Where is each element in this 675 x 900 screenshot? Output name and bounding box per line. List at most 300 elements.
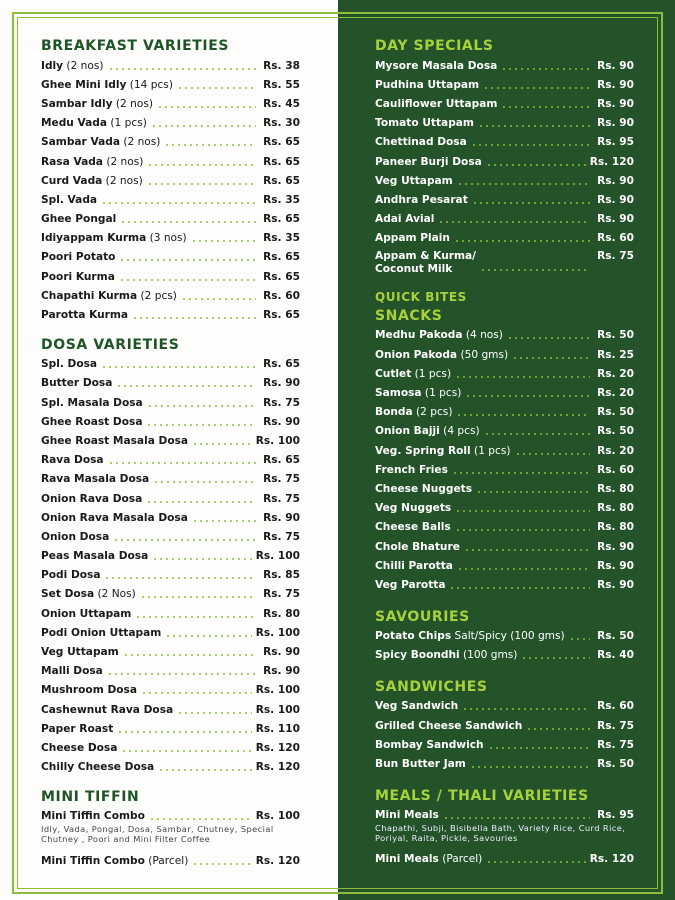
- menu-item-name: Spl. Masala Dosa: [41, 396, 143, 409]
- menu-item-name: Mysore Masala Dosa: [375, 59, 498, 72]
- menu-item-price: Rs. 120: [255, 741, 300, 754]
- menu-item-price: Rs. 65: [263, 136, 300, 149]
- menu-item-name-wrap: [41, 358, 97, 370]
- menu-item-name: Paneer Burji Dosa: [375, 155, 482, 168]
- menu-item-price: Rs. 90: [597, 117, 634, 130]
- dot-leader: [471, 144, 590, 146]
- menu-item-name: Podi Dosa: [41, 569, 101, 582]
- menu-item-qty: (14 pcs): [126, 78, 173, 91]
- dot-leader: [107, 673, 256, 675]
- menu-item-price: Rs. 110: [255, 722, 300, 735]
- menu-item: [375, 479, 634, 498]
- menu-item: [375, 114, 634, 133]
- menu-item: [375, 190, 634, 209]
- menu-item: [375, 646, 634, 665]
- menu-item: [41, 547, 300, 566]
- menu-item: [375, 345, 634, 364]
- menu-item-price: Rs. 35: [263, 193, 300, 206]
- dot-leader: [472, 202, 590, 204]
- menu-item-price: Rs. 75: [263, 588, 300, 601]
- menu-item-price: Rs. 45: [263, 97, 300, 110]
- menu-item-name-wrap: [375, 60, 497, 72]
- section-heading-dosa-varieties: DOSA VARIETIES: [41, 336, 180, 353]
- dot-leader: [483, 87, 590, 89]
- menu-item-price: Rs. 20: [597, 387, 634, 400]
- menu-item-name-wrap: [41, 175, 143, 187]
- dot-leader: [478, 125, 590, 127]
- menu-item: [41, 508, 300, 527]
- menu-item-qty: (100 gms): [459, 649, 518, 662]
- menu-item: [41, 56, 300, 75]
- menu-item: [41, 412, 300, 431]
- menu-item-price: Rs. 35: [263, 232, 300, 245]
- dot-leader: [165, 635, 251, 637]
- menu-item-name: Poori Potato: [41, 251, 116, 264]
- dot-leader: [119, 259, 256, 261]
- menu-item-name-wrap: [41, 646, 119, 658]
- menu-item: [41, 642, 300, 661]
- dot-leader: [149, 818, 252, 820]
- section-heading-breakfast-varieties: BREAKFAST VARIETIES: [41, 38, 230, 54]
- menu-item-name: Parotta Kurma: [41, 309, 129, 322]
- menu-item: [375, 229, 634, 248]
- menu-item-price: Rs. 100: [255, 703, 300, 716]
- menu-item-name-wrap: [41, 493, 142, 505]
- menu-item-name: Ghee Pongal: [41, 213, 117, 226]
- dot-leader: [507, 337, 590, 339]
- menu-item-name: Veg Parotta: [375, 578, 446, 591]
- dot-leader: [470, 766, 590, 768]
- menu-item: [375, 152, 634, 171]
- menu-item-qty: (4 pcs): [439, 425, 480, 438]
- dot-leader: [480, 269, 590, 271]
- menu-item-price: Rs. 100: [255, 626, 300, 639]
- dot-leader: [443, 817, 590, 819]
- dot-leader: [476, 491, 590, 493]
- menu-item-name-wrap: [41, 136, 160, 148]
- menu-item-name-wrap: [41, 251, 115, 263]
- dot-leader: [151, 125, 256, 127]
- dot-leader: [177, 712, 252, 714]
- menu-item-price: Rs. 65: [263, 454, 300, 467]
- menu-item-name-wrap: [375, 809, 439, 821]
- menu-item: [375, 499, 634, 518]
- dot-leader: [526, 728, 590, 730]
- menu-item: [41, 662, 300, 681]
- menu-item: [375, 441, 634, 460]
- menu-item-qty: (3 nos): [146, 232, 187, 245]
- menu-item-name: Podi Onion Uttapam: [41, 626, 162, 639]
- menu-item-name-wrap: [41, 416, 142, 428]
- menu-item-name-wrap: [375, 425, 480, 437]
- menu-item: [41, 305, 300, 324]
- dot-leader: [181, 298, 256, 300]
- menu-item: [41, 604, 300, 623]
- menu-item-price: Rs. 95: [597, 809, 634, 822]
- dot-leader: [449, 587, 590, 589]
- menu-item-qty: (2 Nos): [94, 588, 136, 601]
- menu-item-name: Ghee Roast Dosa: [41, 415, 143, 428]
- menu-item-name-wrap: [375, 79, 479, 91]
- menu-item-price: Rs. 90: [597, 97, 634, 110]
- menu-item-name: Chilly Cheese Dosa: [41, 761, 155, 774]
- menu-item-price: Rs. 90: [597, 59, 634, 72]
- menu-item-name: Set Dosa: [41, 588, 95, 601]
- menu-item-name-wrap: [41, 194, 97, 206]
- menu-item-name: Poori Kurma: [41, 270, 115, 283]
- menu-item: [375, 75, 634, 94]
- section-heading-snacks: SNACKS: [375, 307, 443, 324]
- dot-leader: [101, 366, 256, 368]
- menu-item-name-wrap: [375, 232, 450, 244]
- menu-item: [375, 627, 634, 646]
- menu-item-price: Rs. 100: [255, 550, 300, 563]
- menu-item: [41, 210, 300, 229]
- dot-leader: [121, 750, 251, 752]
- menu-item-name: Mini Tiffin Combo: [41, 854, 145, 867]
- menu-item-price: Rs. 65: [263, 270, 300, 283]
- dot-leader: [108, 462, 256, 464]
- menu-item-name: Onion Rava Dosa: [41, 492, 143, 505]
- menu-item-qty: (2 nos): [63, 59, 104, 72]
- menu-item-name-wrap: [41, 665, 103, 677]
- section-heading-quick-bites: QUICK BITES: [375, 289, 467, 304]
- menu-item-name-wrap: [375, 250, 476, 276]
- dot-leader: [465, 395, 590, 397]
- menu-item: [41, 355, 300, 374]
- menu-item-name-wrap: [375, 329, 503, 341]
- menu-item-name-wrap: [375, 445, 511, 457]
- dot-leader: [132, 317, 256, 319]
- menu-item-price: Rs. 80: [597, 521, 634, 534]
- menu-item-name: Peas Masala Dosa: [41, 550, 149, 563]
- menu-item-name-wrap: [41, 213, 116, 225]
- menu-item: [375, 403, 634, 422]
- menu-item-price: Rs. 65: [263, 358, 300, 371]
- menu-item-qty: (50 gms): [457, 348, 509, 361]
- menu-item-name: Cauliflower Uttapam: [375, 97, 498, 110]
- dot-leader: [113, 539, 256, 541]
- menu-item-price: Rs. 75: [263, 492, 300, 505]
- menu-item-name-wrap: [375, 853, 482, 865]
- menu-item-name-wrap: [41, 704, 173, 716]
- menu-item-name-wrap: [41, 435, 188, 447]
- menu-item: [41, 451, 300, 470]
- menu-item-name-wrap: [375, 406, 452, 418]
- menu-item-name: Bonda: [375, 406, 413, 419]
- menu-item-name-wrap: [41, 79, 173, 91]
- dot-leader: [455, 376, 590, 378]
- menu-item-name: Mushroom Dosa: [41, 684, 137, 697]
- menu-item-price: Rs. 90: [263, 511, 300, 524]
- menu-item-price: Rs. 100: [255, 684, 300, 697]
- dot-leader: [141, 692, 252, 694]
- menu-item-qty: (2 nos): [112, 97, 153, 110]
- dot-leader: [569, 638, 590, 640]
- menu-item-price: Rs. 25: [597, 348, 634, 361]
- menu-item: [41, 681, 300, 700]
- menu-item: [41, 719, 300, 738]
- menu-item-name: Spicy Boondhi: [375, 649, 460, 662]
- dot-leader: [164, 144, 256, 146]
- menu-item-name: Cheese Dosa: [41, 741, 118, 754]
- dot-leader: [457, 183, 590, 185]
- menu-item-price: Rs. 65: [263, 174, 300, 187]
- menu-item-name-wrap: [41, 271, 115, 283]
- menu-item-name-wrap: [41, 588, 136, 600]
- menu-item-name: Bun Butter Jam: [375, 758, 466, 771]
- menu-item-name-wrap: [375, 464, 448, 476]
- menu-item-qty: (2 nos): [102, 155, 144, 168]
- menu-item-price: Rs. 30: [263, 117, 300, 130]
- menu-item-name-wrap: [375, 156, 482, 168]
- menu-item-price: Rs. 60: [263, 289, 300, 302]
- menu-item-price: Rs. 85: [263, 569, 300, 582]
- dot-leader: [456, 414, 590, 416]
- menu-item-name-wrap: [41, 627, 161, 639]
- menu-item: [375, 556, 634, 575]
- menu-item-price: Rs. 65: [263, 155, 300, 168]
- menu-item: [41, 585, 300, 604]
- dot-leader: [119, 279, 256, 281]
- dot-leader: [455, 510, 590, 512]
- dot-leader: [147, 183, 256, 185]
- section-heading-mini-tiffin: MINI TIFFIN: [41, 788, 140, 805]
- menu-item-name-wrap: [41, 309, 128, 321]
- menu-item-price: Rs. 100: [255, 810, 300, 823]
- menu-item-qty: (2 pcs): [412, 406, 453, 419]
- menu-item-name: Mini Meals: [375, 853, 439, 866]
- dot-leader: [157, 106, 256, 108]
- menu-item-price: Rs. 90: [263, 665, 300, 678]
- menu-item-name: Idiyappam Kurma: [41, 232, 147, 245]
- menu-item-qty: (Parcel): [144, 854, 189, 867]
- menu-item: [375, 697, 634, 716]
- menu-item-name-wrap: [41, 761, 154, 773]
- menu-item-name-wrap: [41, 377, 112, 389]
- menu-item-price: Rs. 90: [597, 78, 634, 91]
- menu-item-name: Veg Nuggets: [375, 502, 452, 515]
- menu-item-name: Onion Pakoda: [375, 348, 458, 361]
- dot-leader: [146, 424, 256, 426]
- menu-item-name-wrap: [375, 502, 451, 514]
- menu-item-price: Rs. 120: [255, 854, 300, 867]
- menu-item: [375, 716, 634, 735]
- menu-item-name: Andhra Pesarat: [375, 193, 468, 206]
- dot-leader: [515, 453, 591, 455]
- dot-leader: [484, 433, 590, 435]
- dot-leader: [104, 577, 256, 579]
- menu-item-name-wrap: [41, 531, 109, 543]
- menu-item-name: Malli Dosa: [41, 665, 103, 678]
- menu-item-name-wrap: [41, 723, 113, 735]
- menu-item-name-wrap: [375, 521, 451, 533]
- menu-item-name-wrap: [41, 60, 104, 72]
- menu-item-name-wrap: [375, 700, 458, 712]
- menu-item-price: Rs. 80: [597, 482, 634, 495]
- menu-item: [41, 470, 300, 489]
- menu-item-name-wrap: [41, 608, 131, 620]
- menu-item-name-wrap: [375, 175, 453, 187]
- dot-leader: [192, 520, 256, 522]
- menu-item-name: Curd Vada: [41, 174, 103, 187]
- menu-item-name-wrap: [375, 739, 484, 751]
- menu-item-name-wrap: [375, 368, 451, 380]
- menu-item: [375, 210, 634, 229]
- menu-item: [375, 537, 634, 556]
- menu-item-price: Rs. 75: [597, 249, 634, 262]
- menu-item-qty: (Parcel): [438, 853, 483, 866]
- menu-item-price: Rs. 50: [597, 329, 634, 342]
- menu-item-name-wrap: [375, 194, 468, 206]
- menu-item-price: Rs. 55: [263, 78, 300, 91]
- dot-leader: [191, 240, 256, 242]
- menu-item-name-wrap: [375, 213, 434, 225]
- menu-item-name: Onion Bajji: [375, 425, 440, 438]
- menu-item-price: Rs. 90: [597, 540, 634, 553]
- menu-item-price: Rs. 100: [255, 434, 300, 447]
- menu-item-name: Veg Uttapam: [375, 174, 453, 187]
- menu-item-price: Rs. 90: [597, 578, 634, 591]
- menu-item: [41, 623, 300, 642]
- dot-leader: [140, 596, 256, 598]
- menu-item-name-wrap: [41, 569, 100, 581]
- menu-item: [41, 527, 300, 546]
- dot-leader: [101, 202, 256, 204]
- menu-item: [41, 94, 300, 113]
- menu-item: [41, 489, 300, 508]
- right-menu-column: [375, 36, 634, 869]
- dot-leader: [462, 708, 590, 710]
- menu-item-name-wrap: [375, 98, 497, 110]
- menu-item-name: Chilli Parotta: [375, 559, 453, 572]
- menu-item-price: Rs. 75: [597, 738, 634, 751]
- menu-item: [375, 383, 634, 402]
- menu-item-name-wrap: [41, 742, 117, 754]
- menu-item: [41, 851, 300, 870]
- menu-item-name: Potato Chips: [375, 630, 452, 643]
- dot-leader: [486, 861, 585, 863]
- menu-item-name-wrap: [375, 136, 467, 148]
- menu-item-name: Grilled Cheese Sandwich: [375, 719, 523, 732]
- menu-item: [375, 422, 634, 441]
- menu-item: [41, 267, 300, 286]
- menu-item: [375, 735, 634, 754]
- menu-item-price: Rs. 80: [597, 502, 634, 515]
- menu-item-name: French Fries: [375, 463, 448, 476]
- menu-item-description: Idly, Vada, Pongal, Dosa, Sambar, Chutney, Special Chutney , Poori and Mini Filter Coffee: [41, 823, 274, 845]
- menu-item: [41, 758, 300, 777]
- menu-item-qty: (1 pcs): [411, 367, 452, 380]
- menu-item-price: Rs. 90: [263, 377, 300, 390]
- dot-leader: [108, 68, 256, 70]
- menu-item-price: Rs. 75: [263, 530, 300, 543]
- menu-item-qty: Salt/Spicy (100 gms): [451, 630, 565, 643]
- menu-item-name: Rava Masala Dosa: [41, 473, 150, 486]
- menu-item-price: Rs. 50: [597, 758, 634, 771]
- menu-item-name-wrap: [375, 630, 565, 642]
- menu-item: [375, 56, 634, 75]
- menu-item-name: Sambar Vada: [41, 136, 120, 149]
- menu-item-name-wrap: [41, 512, 188, 524]
- menu-item-price: Rs. 90: [597, 559, 634, 572]
- menu-item-name: Appam & Kurma/ Coconut Milk: [375, 249, 477, 275]
- dot-leader: [452, 472, 590, 474]
- menu-item-price: Rs. 90: [597, 193, 634, 206]
- menu-item-price: Rs. 65: [263, 251, 300, 264]
- menu-item-name-wrap: [375, 483, 472, 495]
- dot-leader: [454, 240, 590, 242]
- dot-leader: [147, 164, 256, 166]
- section-heading-meals-thali-varieties: MEALS / THALI VARIETIES: [375, 787, 589, 804]
- menu-item: [41, 229, 300, 248]
- menu-item: [375, 326, 634, 345]
- menu-item-price: Rs. 50: [597, 425, 634, 438]
- dot-leader: [486, 164, 586, 166]
- menu-item-name: Veg Sandwich: [375, 700, 459, 713]
- menu-item: [375, 248, 634, 276]
- section-heading-savouries: SAVOURIES: [375, 608, 470, 625]
- menu-item: [41, 286, 300, 305]
- dot-leader: [192, 443, 252, 445]
- dot-leader: [158, 769, 252, 771]
- menu-item: [375, 754, 634, 773]
- menu-item-price: Rs. 120: [589, 853, 634, 866]
- dot-leader: [457, 568, 590, 570]
- menu-item: [375, 850, 634, 869]
- menu-item-name: Sambar Idly: [41, 97, 113, 110]
- menu-item: [375, 575, 634, 594]
- menu-item-name: Onion Dosa: [41, 530, 110, 543]
- menu-item: [41, 738, 300, 757]
- menu-item-price: Rs. 120: [255, 761, 300, 774]
- menu-item-name: Veg Uttapam: [41, 646, 119, 659]
- menu-item-price: Rs. 120: [589, 155, 634, 168]
- menu-item-description: Chapathi, Subji, Bisibella Bath, Variety Rice, Curd Rice, Poriyal, Raita, Pickle, Savouries: [375, 822, 626, 844]
- menu-item-qty: (1 pcs): [421, 387, 462, 400]
- menu-item-name: Cashewnut Rava Dosa: [41, 703, 174, 716]
- menu-item: [41, 190, 300, 209]
- menu-item-name-wrap: [41, 397, 143, 409]
- dot-leader: [512, 357, 590, 359]
- left-menu-column: [41, 36, 300, 870]
- menu-item-name: Veg. Spring Roll: [375, 444, 471, 457]
- menu-item: [41, 431, 300, 450]
- menu-item-price: Rs. 75: [597, 719, 634, 732]
- menu-item-name-wrap: [41, 117, 147, 129]
- section-heading-sandwiches: SANDWICHES: [375, 678, 488, 695]
- section-heading-day-specials: DAY SPECIALS: [375, 38, 494, 54]
- menu-item-name: Adai Avial: [375, 213, 435, 226]
- menu-item-price: Rs. 75: [263, 473, 300, 486]
- dot-leader: [177, 87, 256, 89]
- menu-item-name-wrap: [41, 156, 143, 168]
- menu-item-name: Onion Rava Masala Dosa: [41, 511, 188, 524]
- menu-item-name: Chettinad Dosa: [375, 136, 467, 149]
- menu-item: [41, 171, 300, 190]
- menu-item: [41, 374, 300, 393]
- menu-item-name: Idly: [41, 59, 64, 72]
- menu-item: [41, 75, 300, 94]
- menu-item: [41, 393, 300, 412]
- menu-item-name: Spl. Dosa: [41, 358, 98, 371]
- menu-item-price: Rs. 60: [597, 700, 634, 713]
- menu-item-price: Rs. 80: [263, 607, 300, 620]
- menu-item-name: Tomato Uttapam: [375, 117, 474, 130]
- menu-item-name: Rava Dosa: [41, 454, 104, 467]
- menu-item: [375, 133, 634, 152]
- menu-item-price: Rs. 90: [263, 646, 300, 659]
